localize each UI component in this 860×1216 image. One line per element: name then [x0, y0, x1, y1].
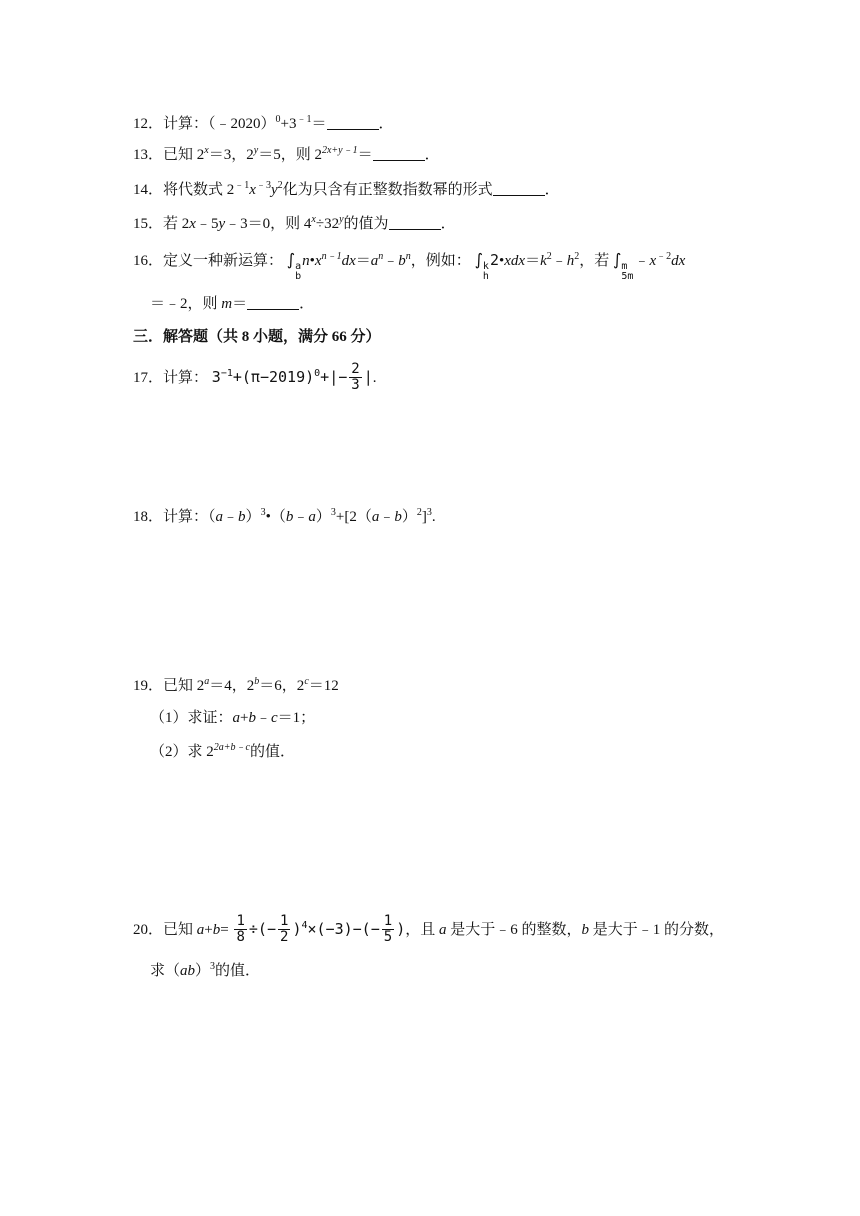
- problem-20-continuation: [150, 961, 260, 981]
- operator: •: [309, 253, 315, 269]
- operator: ﹣: [223, 509, 239, 525]
- problem-text: ＝5，则 2: [258, 147, 322, 163]
- exponent: x: [311, 214, 316, 225]
- problem-text: 计算：（﹣2020）: [163, 116, 276, 132]
- variable: h: [566, 253, 575, 269]
- exponent: 3: [260, 507, 266, 518]
- problem-text: ，若: [579, 253, 610, 269]
- problem-text: +[2（: [335, 509, 372, 525]
- upper-limit: m: [621, 261, 628, 272]
- exponent: ﹣1: [234, 180, 250, 191]
- variable: b: [394, 509, 402, 525]
- exponent: 2a+b﹣c: [213, 742, 250, 753]
- exponent: ﹣3: [255, 180, 271, 191]
- exponent: 4: [301, 920, 308, 931]
- integral-limits: [295, 262, 301, 282]
- problem-text: ）: [195, 963, 211, 979]
- problem-text: ＝4，2: [209, 678, 255, 694]
- operator: ＝: [525, 253, 541, 269]
- exponent: c: [304, 676, 309, 687]
- variable: ab: [180, 963, 196, 979]
- problem-text: 的值．: [215, 963, 261, 979]
- answer-blank[interactable]: [493, 181, 545, 196]
- denominator: 5: [383, 929, 393, 945]
- problem-text: 已知: [163, 922, 197, 938]
- math-term: ): [292, 920, 302, 938]
- answer-blank[interactable]: [373, 146, 425, 161]
- operator: +: [204, 922, 213, 938]
- problem-text: ＝6，2: [259, 678, 305, 694]
- math-term: +(π−2019): [232, 368, 315, 386]
- variable: a: [196, 922, 205, 938]
- variable: b: [212, 922, 221, 938]
- variable: xdx: [504, 253, 526, 269]
- math-expression: [211, 361, 373, 393]
- variable: a: [371, 509, 380, 525]
- variable: a: [438, 922, 447, 938]
- constant: 2: [489, 251, 499, 269]
- problem-text: 已知 2: [163, 147, 205, 163]
- variable: x: [189, 216, 196, 232]
- integral-sign: ∫: [286, 250, 296, 269]
- problem-text: ﹣5: [195, 216, 219, 232]
- exponent: 2: [574, 251, 580, 262]
- problem-text: 将代数式 2: [163, 182, 235, 198]
- variable: k: [540, 253, 547, 269]
- problem-number: 17．: [133, 370, 164, 386]
- exponent: ﹣2: [656, 251, 672, 262]
- math-term: |: [363, 368, 373, 386]
- problem-text: ＝: [357, 147, 373, 163]
- problem-text: ，例如：: [410, 253, 471, 269]
- problem-text: +3: [280, 116, 297, 132]
- exponent: 2: [277, 180, 283, 191]
- problem-text: ÷32: [315, 216, 340, 232]
- problem-text: 求（: [150, 963, 181, 979]
- punctuation: ．: [440, 216, 456, 232]
- problem-text: 定义一种新运算：: [163, 253, 284, 269]
- constant: 3: [211, 368, 221, 386]
- problem-text: ，且: [405, 922, 439, 938]
- problem-text: 计算：（: [163, 509, 216, 525]
- exponent: x: [204, 145, 209, 156]
- math-term: ): [396, 920, 406, 938]
- upper-limit: k: [482, 261, 489, 272]
- problem-number: 18．: [133, 509, 164, 525]
- punctuation: ．: [424, 147, 440, 163]
- problem-text: 的值．: [249, 744, 295, 760]
- operator: ﹣: [255, 710, 271, 726]
- problem-text: ＝: [232, 296, 248, 312]
- part-label: （2）求 2: [150, 744, 214, 760]
- variable: y: [270, 182, 278, 198]
- problem-19: [133, 676, 339, 696]
- problem-text: ）: [245, 509, 261, 525]
- fraction: [349, 362, 361, 393]
- problem-text: 的值为: [343, 216, 389, 232]
- exponent: −1: [220, 368, 233, 379]
- operator: ＝: [355, 253, 371, 269]
- integral-sign: ∫: [613, 250, 622, 269]
- problem-19-part-1: [150, 708, 315, 728]
- variable: c: [271, 710, 278, 726]
- variable: b: [238, 509, 246, 525]
- problem-text: 若 2: [163, 216, 190, 232]
- fraction: [278, 914, 290, 945]
- operator: ﹣: [383, 253, 399, 269]
- problem-text: •（: [265, 509, 286, 525]
- problem-text: 已知 2: [163, 678, 205, 694]
- exponent: ﹣1: [296, 114, 312, 125]
- problem-text: 是大于﹣1 的分数，: [589, 922, 725, 938]
- variable: b: [285, 509, 294, 525]
- answer-blank[interactable]: [327, 115, 379, 130]
- punctuation: .: [431, 509, 436, 525]
- exponent: 3: [330, 507, 336, 518]
- answer-blank[interactable]: [389, 215, 441, 230]
- variable: b: [581, 922, 589, 938]
- denominator: 3: [351, 377, 360, 393]
- variable: a: [370, 253, 379, 269]
- integral-limits: [483, 262, 489, 282]
- problem-number: 19．: [133, 678, 164, 694]
- variable: x: [314, 253, 322, 269]
- exponent: n: [378, 251, 384, 262]
- operator: •: [498, 253, 505, 269]
- lower-limit: 5m: [621, 271, 634, 282]
- math-term: +|−: [320, 368, 348, 386]
- problem-text: ＝1；: [277, 710, 316, 726]
- exponent: 3: [210, 961, 216, 972]
- problem-text: ]: [421, 509, 427, 525]
- problem-19-part-2: [150, 742, 295, 762]
- operator: ﹣: [551, 253, 567, 269]
- variable: a: [232, 710, 241, 726]
- problem-text: ）: [315, 509, 331, 525]
- exponent: 0: [314, 368, 321, 379]
- operator: ﹣: [293, 509, 309, 525]
- exponent: y: [253, 145, 259, 156]
- problem-text: 是大于﹣6 的整数，: [446, 922, 582, 938]
- lower-limit: h: [482, 271, 489, 282]
- operator: +: [240, 710, 249, 726]
- variable: a: [215, 509, 224, 525]
- problem-number: 20．: [133, 922, 164, 938]
- exponent: 2: [416, 507, 422, 518]
- variable: n: [302, 253, 310, 269]
- part-label: （1）求证：: [150, 710, 233, 726]
- problem-text: ）: [401, 509, 417, 525]
- operator: ﹣: [379, 509, 395, 525]
- fraction: [234, 914, 246, 945]
- exponent: 0: [275, 114, 281, 125]
- problem-number: 14．: [133, 182, 164, 198]
- problem-number: 16．: [133, 253, 164, 269]
- exponent: 2x+y﹣1: [321, 145, 358, 156]
- operator: =: [220, 922, 229, 938]
- exponent: a: [204, 676, 210, 687]
- numerator: 1: [383, 913, 393, 929]
- problem-14: [133, 180, 560, 200]
- upper-limit: a: [295, 261, 302, 272]
- answer-blank[interactable]: [247, 295, 299, 310]
- variable: b: [248, 710, 256, 726]
- problem-16: [133, 250, 685, 282]
- denominator: 2: [280, 929, 289, 945]
- denominator: 8: [236, 929, 245, 945]
- problem-text: ＝﹣2，则: [150, 296, 222, 312]
- variable: y: [218, 216, 226, 232]
- math-expression: [232, 913, 406, 945]
- integral-sign: ∫: [474, 250, 483, 269]
- problem-text: ＝3，2: [208, 147, 254, 163]
- punctuation: .: [372, 370, 377, 386]
- variable: m: [221, 296, 233, 312]
- problem-text: ＝12: [308, 678, 339, 694]
- numerator: 1: [236, 913, 245, 929]
- lower-limit: b: [295, 271, 302, 282]
- problem-text: 计算：: [163, 370, 209, 386]
- punctuation: ．: [544, 182, 560, 198]
- variable: dx: [671, 253, 686, 269]
- problem-number: 15．: [133, 216, 164, 232]
- problem-13: [133, 145, 440, 165]
- exponent: b: [254, 676, 260, 687]
- math-term: ÷(−: [248, 920, 276, 938]
- problem-number: 13．: [133, 147, 164, 163]
- problem-12: [133, 114, 394, 134]
- variable: x: [649, 253, 657, 269]
- problem-18: [133, 507, 436, 527]
- variable: a: [308, 509, 316, 525]
- numerator: 2: [351, 361, 360, 377]
- punctuation: ．: [378, 116, 394, 132]
- fraction: [382, 914, 394, 945]
- variable: b: [398, 253, 406, 269]
- problem-text: ＝: [311, 116, 327, 132]
- section-heading: 三．解答题（共 8 小题，满分 66 分）: [133, 329, 381, 345]
- problem-text: 化为只含有正整数指数幂的形式: [282, 182, 493, 198]
- exponent: y: [339, 214, 344, 225]
- math-term: ×(−3)−(−: [307, 920, 380, 938]
- exponent: 3: [426, 507, 432, 518]
- variable: dx: [341, 253, 356, 269]
- exponent: n: [405, 251, 411, 262]
- exponent: 2: [546, 251, 552, 262]
- problem-number: 12．: [133, 116, 164, 132]
- variable: x: [249, 182, 256, 198]
- integral-limits: [621, 262, 633, 282]
- problem-20: [133, 914, 724, 945]
- exponent: n﹣1: [321, 251, 342, 262]
- problem-17: [133, 362, 376, 393]
- problem-text: ﹣3＝0，则 4: [225, 216, 312, 232]
- problem-15: [133, 214, 456, 234]
- operator: ﹣: [634, 253, 650, 269]
- numerator: 1: [280, 913, 289, 929]
- problem-16-continuation: [150, 294, 314, 314]
- punctuation: ．: [299, 296, 315, 312]
